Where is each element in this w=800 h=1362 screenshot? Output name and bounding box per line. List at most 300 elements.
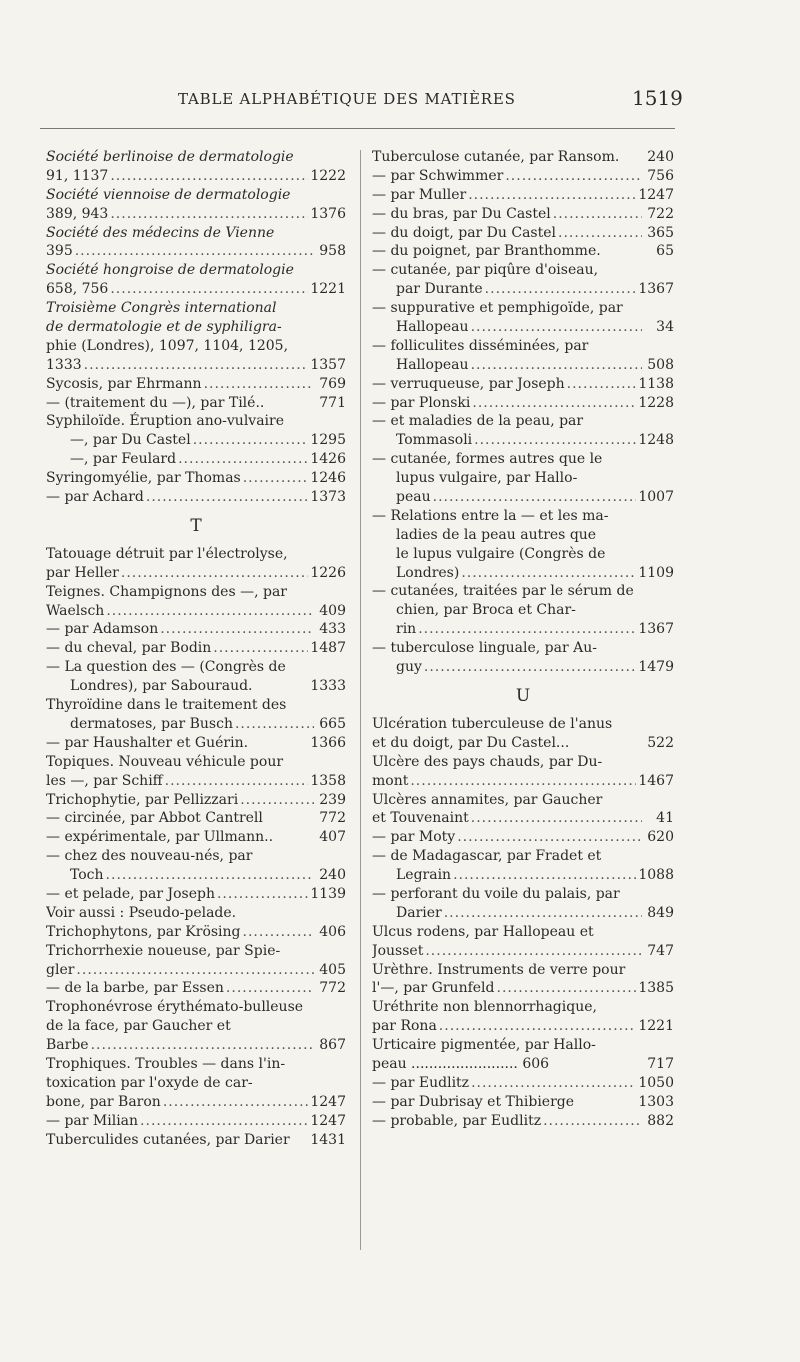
index-entry	[46, 375, 346, 394]
leader-dots	[471, 809, 642, 827]
entry-page-number: 1367	[638, 281, 674, 298]
index-entry	[46, 583, 346, 602]
index-entry	[46, 677, 346, 696]
entry-text: — par Eudlitz	[372, 1074, 470, 1091]
index-entry	[46, 904, 346, 923]
entry-text: chien, par Broca et Char-	[396, 602, 576, 619]
entry-text: — circinée, par Abbot Cantrell	[46, 810, 263, 827]
index-entry	[46, 866, 346, 885]
entry-text: Syphiloïde. Éruption ano-vulvaire	[46, 413, 285, 430]
leader-dots	[110, 280, 308, 298]
entry-text: Voir aussi : Pseudo-pelade.	[46, 904, 237, 921]
index-entry	[372, 620, 674, 639]
index-entry	[372, 847, 674, 866]
entry-text: par Rona	[372, 1018, 437, 1035]
leader-dots	[558, 224, 642, 242]
entry-page-number: 65	[656, 243, 674, 260]
index-entry	[46, 639, 346, 658]
index-entry	[46, 620, 346, 639]
leader-dots	[193, 431, 309, 449]
index-entry	[372, 148, 674, 167]
entry-page-number: 620	[647, 829, 674, 846]
leader-dots	[497, 979, 637, 997]
entry-page-number: 1222	[310, 167, 346, 184]
index-entry	[46, 753, 346, 772]
index-entry	[372, 261, 674, 280]
entry-page-number: 240	[319, 867, 346, 884]
entry-text: — par Adamson	[46, 621, 159, 638]
entry-text: gler	[46, 961, 75, 978]
entry-page-number: 1007	[638, 489, 674, 506]
index-entry	[372, 186, 674, 205]
entry-text: — chez des nouveau-nés, par	[46, 848, 253, 865]
leader-dots	[146, 488, 308, 506]
entry-text: Darier	[396, 904, 442, 921]
index-entry	[46, 1036, 346, 1055]
entry-page-number: 1357	[310, 356, 346, 373]
entry-text: Legrain	[396, 867, 452, 884]
entry-text: mont	[372, 772, 409, 789]
leader-dots	[439, 1017, 637, 1035]
entry-text: toxication par l'oxyde de car-	[46, 1074, 253, 1091]
index-entry	[46, 261, 346, 280]
index-entry	[46, 658, 346, 677]
entry-text: de dermatologie et de syphiligra-	[46, 319, 282, 336]
entry-text: — cutanée, par piqûre d'oiseau,	[372, 262, 599, 279]
entry-text: — de Madagascar, par Fradet et	[372, 848, 602, 865]
leader-dots	[474, 431, 636, 449]
entry-text: — par Haushalter et Guérin.	[46, 734, 249, 751]
index-entry	[372, 791, 674, 810]
entry-text: lupus vulgaire, par Hallo-	[396, 470, 578, 487]
index-entry	[372, 545, 674, 564]
index-entry	[46, 224, 346, 243]
entry-page-number: 365	[647, 224, 674, 241]
index-entry	[46, 412, 346, 431]
left-column	[46, 148, 346, 1149]
entry-page-number: 1226	[310, 564, 346, 581]
index-entry	[46, 488, 346, 507]
index-entry	[372, 205, 674, 224]
index-entry	[372, 979, 674, 998]
entry-text: Société des médecins de Vienne	[46, 224, 275, 241]
entry-page-number: 747	[647, 942, 674, 959]
index-entry	[372, 734, 674, 753]
leader-dots	[418, 620, 636, 638]
entry-text: l'—, par Grunfeld	[372, 980, 495, 997]
index-entry	[372, 318, 674, 337]
entry-text: — par Muller	[372, 186, 467, 203]
entry-text: — (traitement du —), par Tilé..	[46, 394, 265, 411]
leader-dots	[110, 205, 308, 223]
index-entry	[46, 602, 346, 621]
entry-page-number: 34	[656, 319, 674, 336]
entry-text: 658, 756	[46, 281, 109, 298]
entry-page-number: 771	[319, 394, 346, 411]
entry-page-number: 1303	[638, 1093, 674, 1110]
entry-page-number: 1221	[310, 281, 346, 298]
entry-text: 91, 1137	[46, 167, 109, 184]
entry-text: 395	[46, 243, 73, 260]
entry-page-number: 1376	[310, 205, 346, 222]
index-entry	[46, 545, 346, 564]
entry-page-number: 508	[647, 356, 674, 373]
leader-dots	[160, 620, 314, 638]
entry-text: Urticaire pigmentée, par Hallo-	[372, 1037, 596, 1054]
index-entry	[372, 601, 674, 620]
entry-page-number: 1248	[638, 432, 674, 449]
entry-text: —, par Feulard	[70, 451, 177, 468]
leader-dots	[485, 280, 637, 298]
entry-text: Barbe	[46, 1037, 89, 1054]
entry-text: Toch	[70, 867, 104, 884]
page-number: 1519	[632, 86, 683, 110]
index-entry	[372, 431, 674, 450]
section-letter: T	[190, 515, 202, 536]
index-entry	[372, 904, 674, 923]
entry-text: Tuberculose cutanée, par Ransom.	[372, 149, 620, 165]
leader-dots	[457, 828, 642, 846]
entry-page-number: 1139	[310, 885, 346, 902]
index-entry	[46, 696, 346, 715]
leader-dots	[165, 772, 309, 790]
entry-page-number: 722	[647, 205, 674, 222]
entry-text: Ulcères annamites, par Gaucher	[372, 791, 603, 808]
entry-text: Waelsch	[46, 602, 105, 619]
index-entry	[372, 224, 674, 243]
index-entry	[372, 753, 674, 772]
leader-dots	[217, 885, 308, 903]
index-entry	[46, 148, 346, 167]
leader-dots	[553, 205, 642, 223]
leader-dots	[471, 356, 642, 374]
index-entry	[46, 205, 346, 224]
entry-page-number: 1367	[638, 621, 674, 638]
index-entry	[372, 375, 674, 394]
leader-dots	[240, 791, 314, 809]
index-entry	[372, 639, 674, 658]
index-entry	[46, 772, 346, 791]
index-entry	[372, 961, 674, 980]
entry-page-number: 1221	[638, 1018, 674, 1035]
leader-dots	[84, 356, 309, 374]
entry-text: par Heller	[46, 564, 119, 581]
index-entry	[46, 923, 346, 942]
leader-dots	[243, 469, 309, 487]
page-header	[0, 86, 800, 112]
entry-page-number: 1385	[638, 980, 674, 997]
entry-text: guy	[396, 659, 422, 676]
entry-page-number: 433	[319, 621, 346, 638]
entry-page-number: 240	[647, 149, 674, 165]
entry-page-number: 1373	[310, 489, 346, 506]
index-entry	[372, 923, 674, 942]
index-entry	[372, 469, 674, 488]
index-entry	[372, 942, 674, 961]
entry-text: et Touvenaint	[372, 810, 469, 827]
entry-page-number: 665	[319, 715, 346, 732]
column-divider	[360, 150, 361, 1250]
entry-text: Uréthrite non blennorrhagique,	[372, 999, 597, 1016]
index-entry	[372, 337, 674, 356]
index-entry	[372, 280, 674, 299]
leader-dots	[453, 866, 636, 884]
index-entry	[372, 1036, 674, 1055]
entry-text: Hallopeau	[396, 319, 469, 336]
entry-page-number: 717	[647, 1055, 674, 1072]
entry-text: — par Milian	[46, 1112, 139, 1129]
entry-page-number: 1109	[638, 564, 674, 581]
index-entry	[372, 582, 674, 601]
index-entry	[372, 885, 674, 904]
index-entry	[372, 1112, 674, 1131]
leader-dots	[567, 375, 637, 393]
entry-text: Société hongroise de dermatologie	[46, 262, 294, 279]
entry-text: — cutanée, formes autres que le	[372, 451, 603, 468]
leader-dots	[204, 375, 314, 393]
entry-page-number: 1246	[310, 470, 346, 487]
index-entry	[372, 772, 674, 791]
index-entry	[46, 961, 346, 980]
entry-page-number: 756	[647, 167, 674, 184]
entry-text: — expérimentale, par Ullmann..	[46, 829, 274, 846]
leader-dots	[163, 1093, 309, 1111]
entry-text: bone, par Baron	[46, 1093, 161, 1110]
leader-dots	[213, 639, 308, 657]
leader-dots	[140, 1112, 308, 1130]
entry-text: — probable, par Eudlitz	[372, 1112, 542, 1129]
entry-text: — tuberculose linguale, par Au-	[372, 640, 597, 657]
leader-dots	[471, 1074, 636, 1092]
entry-text: Topiques. Nouveau véhicule pour	[46, 753, 284, 770]
index-entry	[46, 942, 346, 961]
entry-text: — par Plonski	[372, 394, 471, 411]
index-entry	[372, 658, 674, 677]
entry-page-number: 882	[647, 1112, 674, 1129]
index-entry	[46, 450, 346, 469]
index-entry	[46, 469, 346, 488]
entry-text: Société berlinoise de dermatologie	[46, 149, 294, 165]
entry-text: Londres)	[396, 564, 460, 581]
index-entry	[372, 450, 674, 469]
entry-page-number: 407	[319, 829, 346, 846]
index-entry	[46, 828, 346, 847]
entry-text: Sycosis, par Ehrmann	[46, 375, 202, 392]
entry-text: — et pelade, par Joseph	[46, 885, 215, 902]
leader-dots	[76, 961, 314, 979]
entry-text: — folliculites disséminées, par	[372, 337, 589, 354]
leader-dots	[461, 564, 636, 582]
entry-page-number: 849	[647, 904, 674, 921]
entry-page-number: 1487	[310, 640, 346, 657]
index-entry	[372, 828, 674, 847]
entry-text: ladies de la peau autres que	[396, 526, 597, 543]
entry-text: phie (Londres), 1097, 1104, 1205,	[46, 337, 289, 354]
index-entry	[372, 1074, 674, 1093]
entry-page-number: 406	[319, 923, 346, 940]
entry-text: Troisième Congrès international	[46, 300, 277, 317]
entry-page-number: 1247	[310, 1093, 346, 1110]
entry-text: peau	[396, 489, 431, 506]
entry-text: de la face, par Gaucher et	[46, 1018, 231, 1035]
index-entry	[46, 167, 346, 186]
index-entry	[46, 318, 346, 337]
leader-dots	[410, 772, 636, 790]
entry-text: —, par Du Castel	[70, 432, 191, 449]
leader-dots	[543, 1112, 642, 1130]
index-entry	[372, 1017, 674, 1036]
entry-text: — par Achard	[46, 489, 144, 506]
entry-text: — par Dubrisay et Thibierge	[372, 1093, 575, 1110]
entry-text: — suppurative et pemphigoïde, par	[372, 300, 623, 317]
running-title: TABLE ALPHABÉTIQUE DES MATIÈRES	[178, 90, 516, 108]
index-entry	[46, 979, 346, 998]
entry-text: Jousset	[372, 942, 424, 959]
index-entry	[372, 809, 674, 828]
index-entry	[372, 394, 674, 413]
index-entry	[372, 412, 674, 431]
entry-text: Ulcération tuberculeuse de l'anus	[372, 715, 613, 732]
leader-dots	[91, 1036, 314, 1054]
entry-text: Ulcus rodens, par Hallopeau et	[372, 923, 594, 940]
entry-page-number: 769	[319, 375, 346, 392]
leader-dots	[433, 488, 637, 506]
index-entry	[46, 1131, 346, 1150]
index-entry	[372, 242, 674, 261]
entry-text: — verruqueuse, par Joseph	[372, 375, 565, 392]
index-entry	[372, 1093, 674, 1112]
entry-text: Société viennoise de dermatologie	[46, 186, 291, 203]
entry-text: Ulcère des pays chauds, par Du-	[372, 753, 603, 770]
entry-page-number: 239	[319, 791, 346, 808]
index-entry	[46, 1093, 346, 1112]
index-entry	[372, 356, 674, 375]
index-entry	[372, 1055, 674, 1074]
entry-text: — et maladies de la peau, par	[372, 413, 584, 430]
index-entry	[372, 564, 674, 583]
index-entry	[372, 299, 674, 318]
entry-text: — Relations entre la — et les ma-	[372, 507, 609, 524]
leader-dots	[425, 942, 642, 960]
entry-page-number: 1228	[638, 394, 674, 411]
entry-page-number: 409	[319, 602, 346, 619]
entry-page-number: 867	[319, 1037, 346, 1054]
section-letter: U	[515, 685, 531, 706]
entry-text: 1333	[46, 356, 82, 373]
right-column	[372, 148, 674, 1131]
entry-page-number: 1295	[310, 432, 346, 449]
entry-page-number: 405	[319, 961, 346, 978]
entry-text: le lupus vulgaire (Congrès de	[396, 545, 606, 562]
leader-dots	[106, 866, 314, 884]
index-entry	[372, 715, 674, 734]
leader-dots	[235, 715, 314, 733]
entry-text: Trophonévrose érythémato-bulleuse	[46, 999, 304, 1016]
entry-page-number: 1467	[638, 772, 674, 789]
entry-text: — du cheval, par Bodin	[46, 640, 212, 657]
leader-dots	[106, 602, 314, 620]
entry-text: Londres), par Sabouraud.	[70, 678, 253, 695]
entry-page-number: 1479	[638, 659, 674, 676]
entry-text: — cutanées, traitées par le sérum de	[372, 583, 634, 600]
entry-page-number: 1426	[310, 451, 346, 468]
leader-dots	[226, 979, 314, 997]
index-entry	[372, 866, 674, 885]
entry-page-number: 772	[319, 810, 346, 827]
entry-text: — du bras, par Du Castel	[372, 205, 551, 222]
entry-text: Tatouage détruit par l'électrolyse,	[46, 545, 288, 562]
header-rule	[40, 128, 675, 129]
index-entry	[46, 998, 346, 1017]
entry-text: — du doigt, par Du Castel	[372, 224, 557, 241]
index-entry	[46, 431, 346, 450]
index-entry	[372, 998, 674, 1017]
entry-page-number: 1333	[310, 678, 346, 695]
entry-text: les —, par Schiff	[46, 772, 163, 789]
entry-text: Syringomyélie, par Thomas	[46, 470, 241, 487]
entry-page-number: 772	[319, 980, 346, 997]
entry-text: — par Moty	[372, 829, 456, 846]
entry-text: Hallopeau	[396, 356, 469, 373]
index-entry	[46, 242, 346, 261]
index-entry	[46, 885, 346, 904]
entry-text: Trophiques. Troubles — dans l'in-	[46, 1055, 286, 1072]
leader-dots	[178, 450, 308, 468]
entry-page-number: 1247	[638, 186, 674, 203]
leader-dots	[121, 564, 308, 582]
entry-page-number: 1358	[310, 772, 346, 789]
entry-text: dermatoses, par Busch	[70, 715, 233, 732]
index-entry	[46, 1112, 346, 1131]
leader-dots	[471, 318, 642, 336]
leader-dots	[505, 167, 642, 185]
entry-page-number: 41	[656, 810, 674, 827]
entry-text: 389, 943	[46, 205, 109, 222]
index-entry	[46, 1074, 346, 1093]
entry-page-number: 958	[319, 243, 346, 260]
index-entry	[46, 1055, 346, 1074]
leader-dots	[243, 923, 314, 941]
entry-text: — La question des — (Congrès de	[46, 659, 286, 676]
index-entry	[372, 488, 674, 507]
entry-text: et du doigt, par Du Castel...	[372, 734, 570, 751]
entry-page-number: 1088	[638, 867, 674, 884]
entry-text: Thyroïdine dans le traitement des	[46, 697, 287, 714]
entry-text: — perforant du voile du palais, par	[372, 885, 620, 902]
leader-dots	[444, 904, 642, 922]
entry-text: Urèthre. Instruments de verre pour	[372, 961, 626, 978]
index-entry	[46, 791, 346, 810]
leader-dots	[110, 167, 308, 185]
entry-text: peau ........................ 606	[372, 1055, 550, 1072]
index-entry	[46, 394, 346, 413]
entry-text: par Durante	[396, 281, 483, 298]
entry-text: rin	[396, 621, 417, 638]
entry-page-number: 1050	[638, 1074, 674, 1091]
index-entry	[46, 356, 346, 375]
index-entry	[46, 280, 346, 299]
index-entry	[372, 526, 674, 545]
leader-dots	[468, 186, 636, 204]
entry-page-number: 1431	[310, 1131, 346, 1148]
leader-dots	[75, 242, 314, 260]
entry-text: Tuberculides cutanées, par Darier	[46, 1131, 290, 1148]
leader-dots	[424, 658, 636, 676]
index-entry	[46, 564, 346, 583]
entry-page-number: 1138	[638, 375, 674, 392]
index-entry	[46, 809, 346, 828]
entry-page-number: 1366	[310, 734, 346, 751]
